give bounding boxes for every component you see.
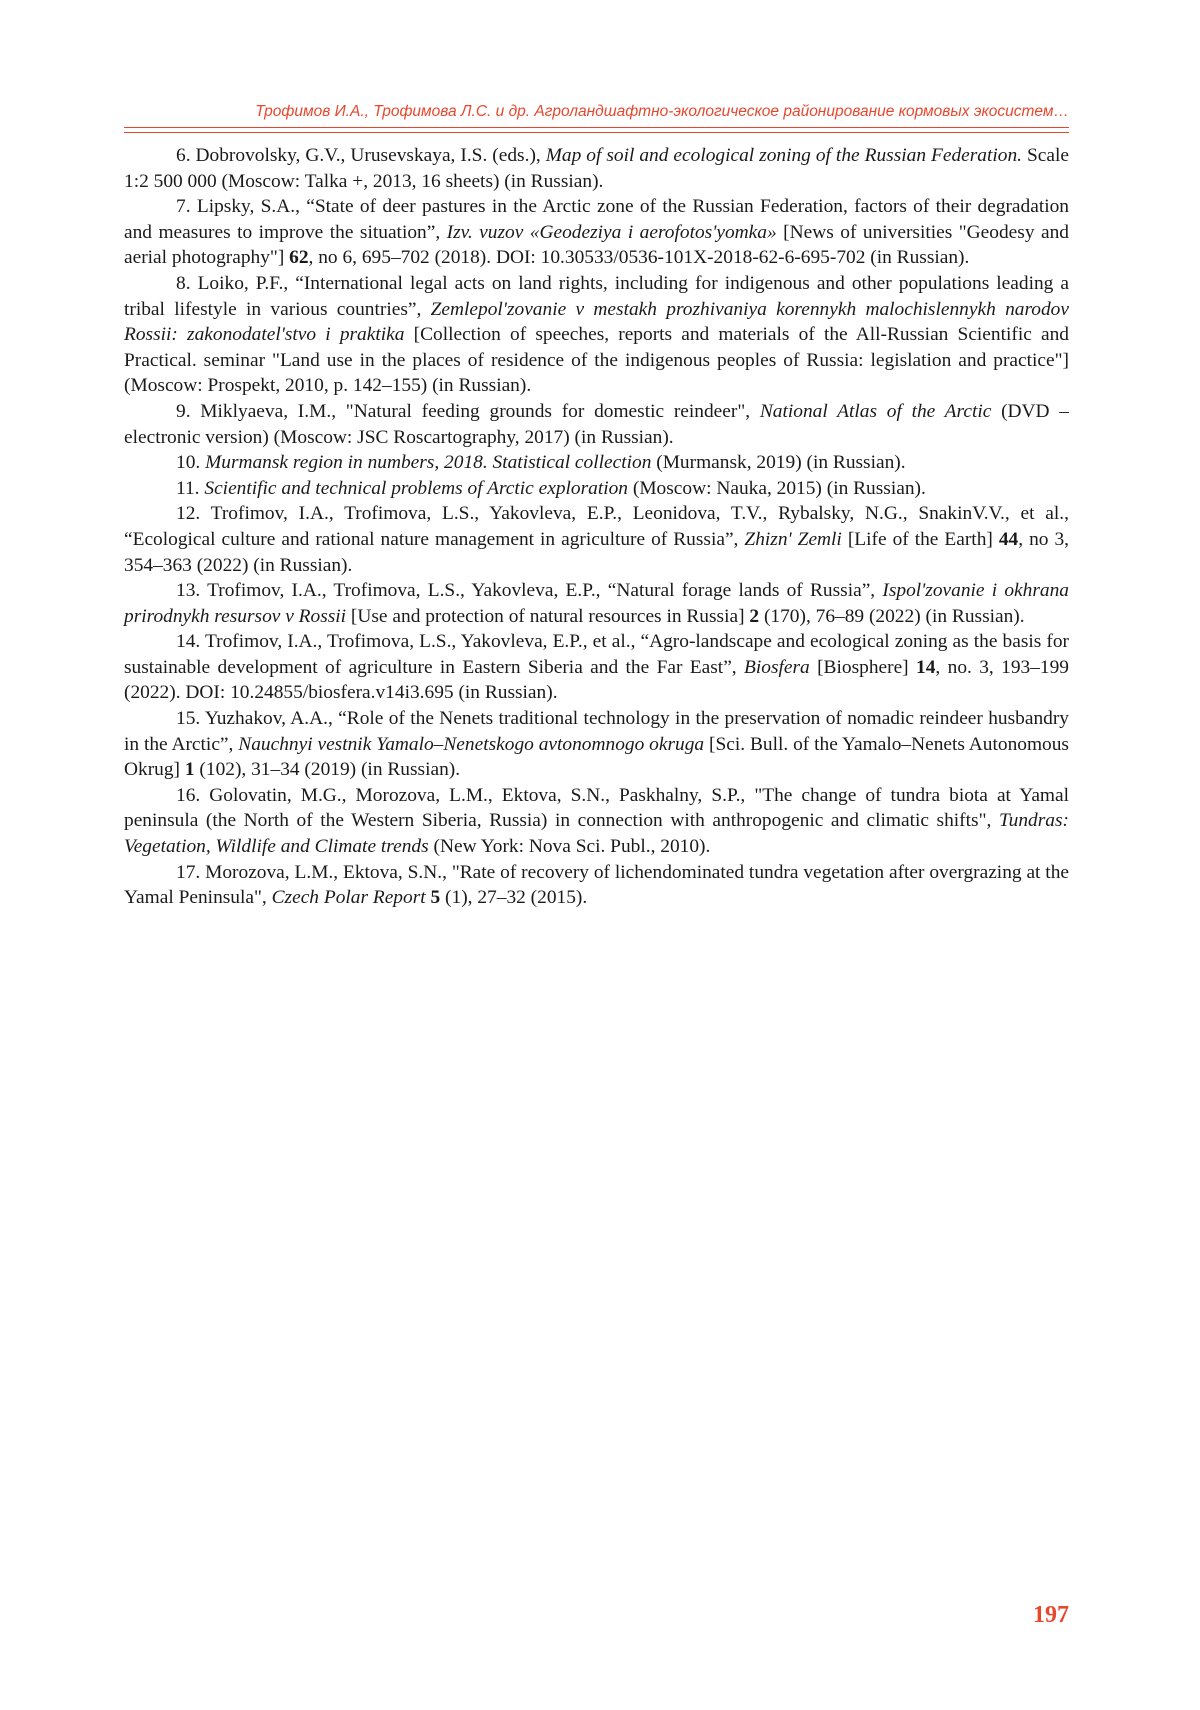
reference-item <box>124 271 1069 399</box>
reference-text: Izv. vuzov «Geodeziya i aerofotos'yomka» <box>446 221 777 243</box>
reference-text: 12. Trofimov, I.A., Trofimova, L.S., Yakovleva, E.P., Leonidova, T.V., Rybalsky, N.G., SnakinV.V., et al., “Ecological culture and rational nature management in agriculture of Russia”, <box>124 503 1069 550</box>
reference-text: Zhizn' Zemli <box>744 528 842 550</box>
reference-text: Scientific and technical problems of Arctic exploration <box>204 477 629 499</box>
reference-text: [Collection of speeches, reports and materials of the All-Russian Scientific and Practical. seminar "Land use in the places of residence of the indigenous peoples of Russia: legislation and practice"] (Moscow: Prospekt, 2010, p. 142–155) (in Russian). <box>124 324 1069 397</box>
reference-text: 8. Loiko, P.F., “International legal acts on land rights, including for indigenous and other populations leading a tribal lifestyle in various countries”, <box>124 272 1069 320</box>
reference-text: , no 3, 354–363 (2022) (in Russian). <box>124 528 1070 576</box>
reference-text: 16. Golovatin, M.G., Morozova, L.M., Ektova, S.N., Paskhalny, S.P., "The change of tundra biota at Yamal peninsula (the North of the Western Siberia, Russia) in connection with anthropogenic and climatic shifts", <box>124 784 1069 832</box>
reference-text: [News of universities "Geodesy and aerial photography"] <box>124 221 1069 269</box>
header-rule-bottom <box>124 132 1069 133</box>
reference-text: Map of soil and ecological zoning of the Russian Federation. <box>545 145 1023 166</box>
reference-text: [Sci. Bull. of the Yamalo–Nenets Autonomous Okrug] <box>124 733 1069 781</box>
reference-text: (1), 27–32 (2015). <box>440 887 588 909</box>
reference-text: Czech Polar Report <box>271 887 426 909</box>
reference-text: 6. Dobrovolsky, G.V., Urusevskaya, I.S. (eds.), <box>176 145 546 166</box>
running-head: Трофимов И.А., Трофимова Л.С. и др. Агроландшафтно-экологическое районирование кормовых экосистем… <box>255 103 1069 120</box>
reference-item <box>124 629 1069 706</box>
reference-text: 14 <box>916 656 936 678</box>
reference-text: National Atlas of the Arctic <box>759 400 992 422</box>
reference-text: 62 <box>289 247 309 269</box>
reference-text: 7. Lipsky, S.A., “State of deer pastures in the Arctic zone of the Russian Federation, factors of their degradation and measures to improve the situation”, <box>124 196 1069 243</box>
reference-item <box>124 399 1069 450</box>
reference-text: (Moscow: Nauka, 2015) (in Russian). <box>628 477 926 499</box>
reference-text: , no. 3, 193–199 (2022). DOI: 10.24855/biosfera.v14i3.695 (in Russian). <box>124 656 1070 704</box>
reference-text: (170), 76–89 (2022) (in Russian). <box>759 605 1025 627</box>
reference-text: 15. Yuzhakov, A.A., “Role of the Nenets traditional technology in the preservation of nomadic reindeer husbandry in the Arctic”, <box>124 708 1069 755</box>
reference-text: 2 <box>749 605 760 627</box>
reference-text: [Biosphere] <box>809 656 917 678</box>
reference-text: 14. Trofimov, I.A., Trofimova, L.S., Yakovleva, E.P., et al., “Agro-landscape and ecological zoning as the basis for sustainable development of agriculture in Eastern Siberia and the Far East”, <box>124 631 1069 678</box>
reference-text: Zemlepol'zovanie v mestakh prozhivaniya korennykh malochislennykh narodov Rossii: zakonodatel'stvo i praktika <box>124 298 1069 346</box>
reference-text: Ispol'zovanie i okhrana prirodnykh resursov v Rossii <box>124 580 1069 627</box>
reference-text: 17. Morozova, L.M., Ektova, S.N., "Rate of recovery of lichendominated tundra vegetation after overgrazing at the Yamal Peninsula", <box>124 861 1069 909</box>
reference-text: 13. Trofimov, I.A., Trofimova, L.S., Yakovleva, E.P., “Natural forage lands of Russia”, <box>176 580 883 602</box>
reference-text: 1 <box>184 759 195 781</box>
reference-text: , no 6, 695–702 (2018). DOI: 10.30533/0536-101X-2018-62-6-695-702 (in Russian). <box>308 247 970 269</box>
reference-list <box>124 143 1069 911</box>
header-rule-top <box>124 127 1069 128</box>
page-number: 197 <box>1033 1602 1069 1628</box>
reference-text: [Life of the Earth] <box>841 528 999 550</box>
reference-text: 11. <box>176 477 205 499</box>
reference-text: (Murmansk, 2019) (in Russian). <box>651 452 906 474</box>
reference-text: 9. Miklyaeva, I.M., "Natural feeding grounds for domestic reindeer", <box>176 400 760 422</box>
reference-item <box>124 706 1069 783</box>
reference-text: [Use and protection of natural resources in Russia] <box>346 605 750 627</box>
reference-item <box>124 476 1069 502</box>
reference-text: 10. <box>176 452 206 474</box>
reference-item <box>124 450 1069 476</box>
reference-item <box>124 143 1069 194</box>
reference-text: Murmansk region in numbers, 2018. Statistical collection <box>205 452 652 474</box>
reference-text: Tundras: Vegetation, Wildlife and Climate trends <box>124 810 1069 858</box>
reference-text: (102), 31–34 (2019) (in Russian). <box>194 759 461 781</box>
reference-item <box>124 194 1069 271</box>
reference-item <box>124 860 1069 911</box>
reference-text: 5 <box>430 887 441 909</box>
reference-item <box>124 578 1069 629</box>
reference-text: Scale 1:2 500 000 (Moscow: Talka +, 2013, 16 sheets) (in Russian). <box>124 145 1069 192</box>
reference-item <box>124 501 1069 578</box>
reference-text: Nauchnyi vestnik Yamalo–Nenetskogo avtonomnogo okruga <box>238 733 705 755</box>
reference-text: (DVD – electronic version) (Moscow: JSC Roscartography, 2017) (in Russian). <box>124 400 1070 448</box>
reference-text: (New York: Nova Sci. Publ., 2010). <box>428 836 711 858</box>
reference-item <box>124 783 1069 860</box>
reference-text: Biosfera <box>744 656 810 678</box>
reference-text: 44 <box>998 528 1019 550</box>
